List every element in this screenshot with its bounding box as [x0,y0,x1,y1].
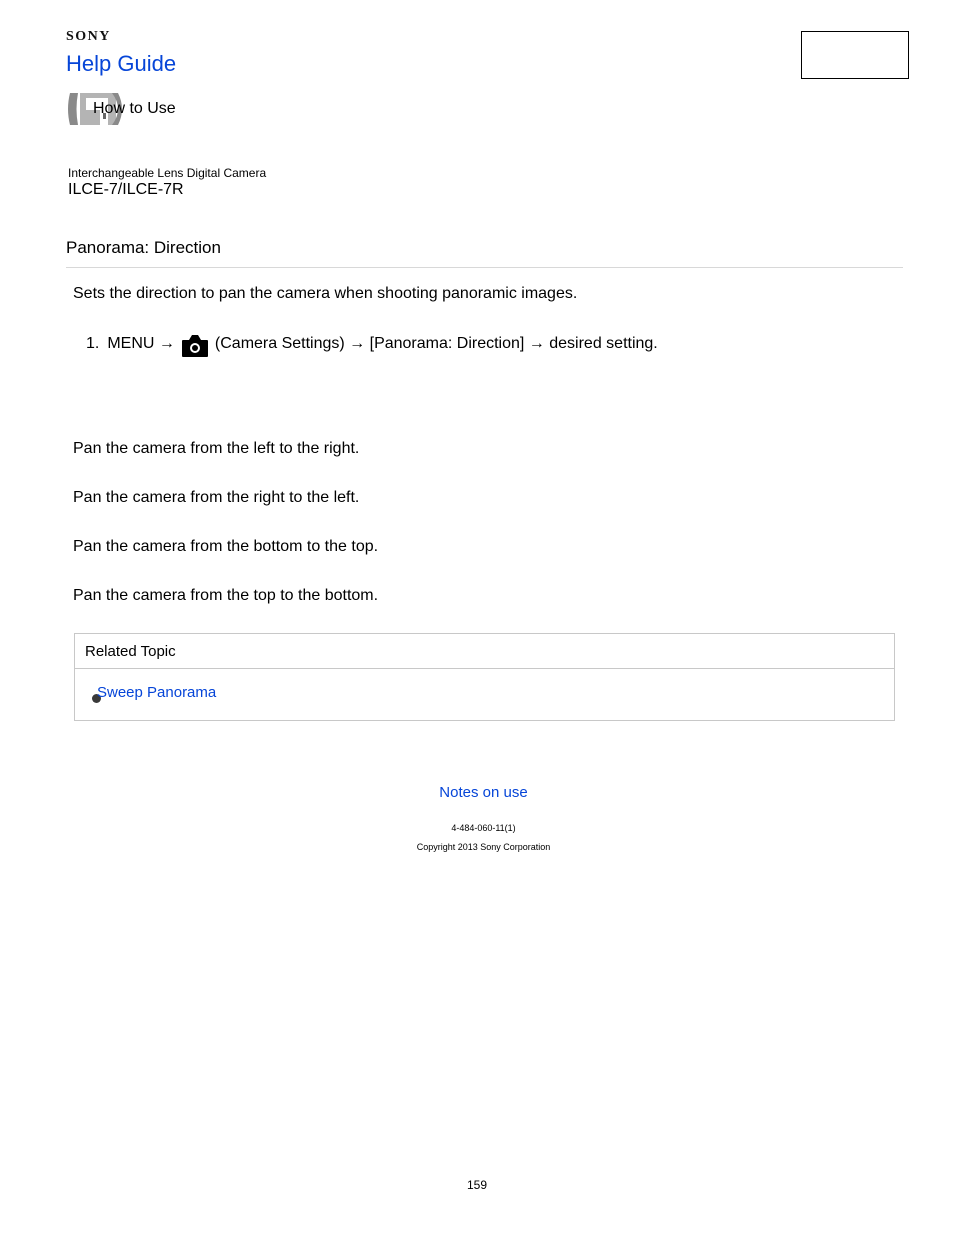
notes-on-use-link[interactable]: Notes on use [439,784,528,801]
search-box[interactable] [801,31,909,79]
intro-text: Sets the direction to pan the camera when shooting panoramic images. [73,285,578,302]
sweep-panorama-link[interactable]: Sweep Panorama [97,684,217,701]
option-description-top-to-bottom: Pan the camera from the top to the bottom. [73,587,379,604]
procedure-step [86,333,658,355]
model-name: ILCE-7/ILCE-7R [68,181,184,198]
step-number: 1. [86,335,100,352]
related-topic-title: Related Topic [85,643,176,660]
option-description-bottom-to-top: Pan the camera from the bottom to the top. [73,538,379,555]
section-label[interactable]: How to Use [93,100,176,117]
option-description-left-to-right: Pan the camera from the left to the right. [73,440,360,457]
brand-logo: SONY [66,29,111,44]
option-description-right-to-left: Pan the camera from the right to the left. [73,489,360,506]
related-topic-box [74,633,895,721]
document-number: 4-484-060-11(1) [451,823,516,833]
camera-icon [182,335,208,357]
help-guide-link[interactable]: Help Guide [66,51,177,76]
step-menu-text: MENU → [107,335,175,352]
page-title: Panorama: Direction [66,238,221,257]
title-divider [66,267,903,268]
step-path-text: (Camera Settings) → [Panorama: Direction] → desired setting. [214,335,658,352]
product-type: Interchangeable Lens Digital Camera [68,166,267,180]
related-topic-header [75,634,894,669]
page-number: 159 [466,1178,488,1192]
copyright-text: Copyright 2013 Sony Corporation [416,842,551,852]
